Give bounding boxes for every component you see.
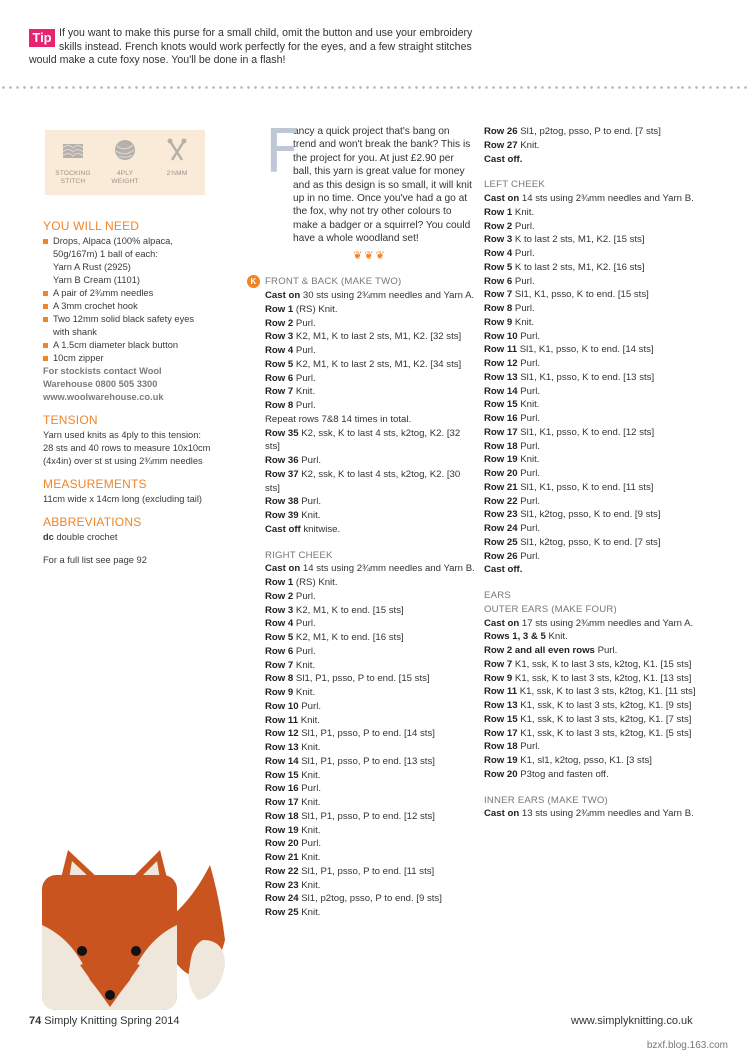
- pattern-row: Row 27 Knit.: [484, 139, 540, 151]
- pattern-row: Row 15 K1, ssk, K to last 3 sts, k2tog, K1. [7 sts]: [484, 713, 692, 725]
- tip-line: skills instead. French knots would work perfectly for the eyes, and a few straight stitches: [59, 40, 472, 53]
- pattern-row: Row 22 Sl1, P1, psso, P to end. [11 sts]: [265, 865, 435, 877]
- pattern-row: Row 36 Purl.: [265, 455, 321, 467]
- material-item: Drops, Alpaca (100% alpaca, 50g/167m) 1 ball of each: Yarn A Rust (2925) Yarn B Cream (1101): [43, 235, 213, 287]
- pattern-row: Row 24 Sl1, p2tog, psso, P to end. [9 sts]: [265, 893, 442, 905]
- pattern-row: Row 38 Purl.: [265, 496, 321, 508]
- section-heading: K FRONT & BACK (MAKE TWO): [265, 275, 475, 289]
- info-label: 4PLY WEIGHT: [111, 170, 139, 185]
- pattern-row: Row 9 K1, ssk, K to last 3 sts, k2tog, K1. [13 sts]: [484, 672, 692, 684]
- pattern-row: Row 7 Sl1, K1, psso, K to end. [15 sts]: [484, 289, 649, 301]
- footer-website[interactable]: www.simplyknitting.co.uk: [571, 1015, 693, 1027]
- measurements-text: 11cm wide x 14cm long (excluding tail): [43, 494, 202, 504]
- fox-eye-right: [131, 946, 141, 956]
- pattern-row: Row 11 Sl1, K1, psso, K to end. [14 sts]: [484, 344, 654, 356]
- footer-page-info: [29, 1015, 179, 1027]
- section-heading: RIGHT CHEEK: [265, 549, 333, 561]
- pattern-row: Row 5 K2, M1, K to end. [16 sts]: [265, 632, 404, 644]
- pattern-row: Row 10 Purl.: [484, 330, 540, 342]
- yarn-skein-icon: [60, 138, 86, 162]
- pattern-row: Row 13 Sl1, K1, psso, K to end. [13 sts]: [484, 371, 655, 383]
- intro-text: ancy a quick project that's bang on trend and won't break the bank? This is the project for you. At just £2.90 per ball, this yarn is great value for money and as this design is so small, it will knit up in no time. Once you've had a go at the fox, why not try other colours to make a badger or a squirrel? You could have a whole woodland set!: [293, 126, 472, 245]
- pattern-row: Row 23 Sl1, k2tog, psso, K to end. [9 sts]: [484, 509, 661, 521]
- pattern-row: Row 19 Knit.: [265, 824, 321, 836]
- material-item: Two 12mm solid black safety eyes with shank: [43, 313, 213, 339]
- pattern-row: Row 23 Knit.: [265, 879, 321, 891]
- pattern-row: Row 11 Knit.: [265, 714, 320, 726]
- knitting-needles-icon: [164, 138, 190, 162]
- pattern-row: Row 17 K1, ssk, K to last 3 sts, k2tog, K1. [5 sts]: [484, 727, 692, 739]
- pattern-row: Row 3 K to last 2 sts, M1, K2. [15 sts]: [484, 234, 645, 246]
- pattern-row: Row 3 K2, M1, K to last 2 sts, M1, K2. [32 sts]: [265, 331, 462, 343]
- pattern-row: Row 21 Sl1, K1, psso, K to end. [11 sts]: [484, 481, 654, 493]
- dotted-divider: [0, 86, 750, 89]
- pattern-row: Row 37 K2, ssk, K to last 4 sts, k2tog, K2. [30 sts]: [265, 468, 461, 494]
- pattern-row: Row 2 Purl.: [265, 590, 316, 602]
- material-item: A 1.5cm diameter black button: [43, 339, 213, 352]
- pattern-row: Row 20 Purl.: [265, 838, 321, 850]
- pattern-column-3: [484, 125, 704, 821]
- pattern-row: Row 25 Sl1, k2tog, psso, K to end. [7 sts]: [484, 536, 661, 548]
- pattern-row: Row 24 Purl.: [484, 523, 540, 534]
- pattern-row: Row 8 Sl1, P1, psso, P to end. [15 sts]: [265, 673, 430, 685]
- pattern-row: Row 3 K2, M1, K to end. [15 sts]: [265, 604, 404, 616]
- tip-text: [29, 27, 499, 68]
- info-needle-size: [153, 138, 201, 178]
- materials-column: [43, 220, 213, 567]
- you-will-need-heading: YOU WILL NEED: [43, 219, 140, 233]
- intro-block: [265, 117, 475, 246]
- tip-box: [29, 27, 499, 68]
- pattern-row: Row 2 and all even rows Purl.: [484, 645, 618, 656]
- pattern-row: Row 6 Purl.: [484, 275, 535, 287]
- info-4ply-weight: [101, 138, 149, 186]
- project-info-box: [45, 130, 205, 195]
- pattern-row: Row 17 Sl1, K1, psso, K to end. [12 sts]: [484, 426, 655, 438]
- pattern-row: Row 7 Knit.: [265, 659, 316, 671]
- tip-line: would make a cute foxy nose. You'll be done in a flash!: [29, 54, 286, 66]
- pattern-row: Row 19 K1, sl1, k2tog, psso, K1. [3 sts]: [484, 755, 652, 766]
- section-heading: EARS: [484, 590, 511, 601]
- pattern-row: Row 25 Knit.: [265, 907, 321, 919]
- pattern-row: Rows 1, 3 & 5 Knit.: [484, 631, 568, 643]
- abbreviation-entry: dc double crochet: [43, 532, 118, 542]
- pattern-row: Row 17 Knit.: [265, 797, 321, 809]
- pattern-row: Cast on 13 sts using 2¾mm needles and Yarn B.: [484, 808, 694, 820]
- col3-sections: [484, 178, 704, 821]
- drop-cap: F: [265, 117, 300, 187]
- pattern-row: Row 4 Purl.: [265, 618, 316, 630]
- fox-purse-photo: [20, 845, 255, 1015]
- pattern-row: Row 13 Knit.: [265, 742, 321, 754]
- section-heading: OUTER EARS (MAKE FOUR): [484, 603, 617, 615]
- pattern-row: Cast off.: [484, 564, 523, 576]
- yarn-ball-icon: [112, 138, 138, 162]
- pattern-row: Row 1 (RS) Knit.: [265, 303, 338, 315]
- pattern-row: Row 15 Knit.: [265, 769, 321, 781]
- tension-text: Yarn used knits as 4ply to this tension: 28 sts and 40 rows to measure 10x10cm (4x4in) over st st using 2¾mm needles: [43, 430, 211, 466]
- fox-eye-left: [77, 946, 87, 956]
- pattern-row: Row 9 Knit.: [484, 316, 535, 328]
- info-label: 2¾MM: [166, 170, 188, 177]
- pattern-row: Row 18 Purl.: [484, 440, 540, 452]
- pattern-row: Row 1 (RS) Knit.: [265, 577, 338, 589]
- info-stocking-stitch: [49, 138, 97, 186]
- abbreviations-heading: ABBREVIATIONS: [43, 515, 142, 529]
- col2-sections: [250, 275, 475, 920]
- knit-badge-icon: K: [247, 275, 260, 288]
- pattern-column-2: [250, 117, 475, 920]
- info-label: STOCKING STITCH: [55, 170, 91, 185]
- pattern-row: Row 18 Sl1, P1, psso, P to end. [12 sts]: [265, 810, 435, 822]
- pattern-row: Row 26 Sl1, p2tog, psso, P to end. [7 sts]: [484, 126, 661, 137]
- section-heading: INNER EARS (MAKE TWO): [484, 794, 608, 806]
- materials-list: [43, 235, 213, 365]
- measurements-heading: MEASUREMENTS: [43, 477, 147, 491]
- material-item: 10cm zipper: [43, 352, 213, 365]
- pattern-row: Row 39 Knit.: [265, 510, 321, 522]
- tension-heading: TENSION: [43, 413, 98, 427]
- pattern-row: Row 7 K1, ssk, K to last 3 sts, k2tog, K1. [15 sts]: [484, 658, 692, 670]
- pattern-row: Row 8 Purl.: [484, 303, 535, 314]
- pattern-row: Cast on 17 sts using 2¾mm needles and Yarn A.: [484, 617, 694, 629]
- page-number: 74: [29, 1015, 42, 1027]
- section-heading: LEFT CHEEK: [484, 179, 546, 191]
- publication-name: Simply Knitting Spring 2014: [41, 1015, 180, 1027]
- ornament-divider: ❦❦❦: [353, 249, 387, 262]
- col3-continued-rows: [484, 125, 704, 166]
- pattern-row: Row 26 Purl.: [484, 550, 540, 562]
- pattern-row: Row 9 Knit.: [265, 687, 316, 699]
- pattern-row: Row 2 Purl.: [265, 317, 316, 329]
- pattern-row: Cast off.: [484, 153, 523, 165]
- abbreviations-note: For a full list see page 92: [43, 555, 147, 565]
- material-item: A pair of 2¾mm needles: [43, 287, 213, 300]
- pattern-row: Row 19 Knit.: [484, 454, 540, 466]
- pattern-row: Row 22 Purl.: [484, 495, 540, 507]
- pattern-row: Row 21 Knit.: [265, 852, 321, 864]
- pattern-row: Row 4 Purl.: [484, 248, 535, 259]
- pattern-row: Row 5 K2, M1, K to last 2 sts, M1, K2. [34 sts]: [265, 358, 462, 370]
- pattern-row: Row 1 Knit.: [484, 206, 535, 218]
- pattern-row: Row 20 P3tog and fasten off.: [484, 768, 609, 780]
- pattern-row: Row 16 Purl.: [484, 413, 540, 424]
- pattern-row: Row 20 Purl.: [484, 468, 540, 479]
- pattern-row: Row 7 Knit.: [265, 386, 316, 398]
- pattern-row: Row 6 Purl.: [265, 372, 316, 384]
- stockist-info: For stockists contact Wool Warehouse 0800 505 3300 www.woolwarehouse.co.uk: [43, 366, 164, 402]
- pattern-row: Row 16 Purl.: [265, 783, 321, 795]
- pattern-row: Row 14 Sl1, P1, psso, P to end. [13 sts]: [265, 755, 435, 767]
- pattern-row: Row 4 Purl.: [265, 345, 316, 357]
- pattern-row: Row 2 Purl.: [484, 220, 535, 232]
- pattern-row: Row 35 K2, ssk, K to last 4 sts, k2tog, K2. [32 sts]: [265, 427, 461, 453]
- pattern-row: Cast on 14 sts using 2¾mm needles and Yarn B.: [484, 193, 694, 204]
- pattern-row: Row 12 Purl.: [484, 358, 540, 369]
- fox-nose: [105, 990, 115, 1000]
- pattern-row: Row 18 Purl.: [484, 741, 540, 753]
- pattern-row: Row 12 Sl1, P1, psso, P to end. [14 sts]: [265, 728, 435, 740]
- pattern-row: Row 11 K1, ssk, K to last 3 sts, k2tog, K1. [11 sts]: [484, 686, 696, 698]
- pattern-row: Cast off knitwise.: [265, 523, 341, 535]
- tip-line: If you want to make this purse for a small child, omit the button and use your embroidery: [59, 27, 473, 39]
- pattern-row: Row 10 Purl.: [265, 700, 321, 712]
- pattern-row: Row 14 Purl.: [484, 385, 540, 397]
- pattern-row: Repeat rows 7&8 14 times in total.: [265, 413, 412, 425]
- watermark-text: bzxf.blog.163.com: [646, 1040, 728, 1051]
- pattern-row: Cast on 30 sts using 2¾mm needles and Yarn A.: [265, 290, 475, 302]
- pattern-row: Cast on 14 sts using 2¾mm needles and Yarn B.: [265, 563, 475, 575]
- pattern-row: Row 5 K to last 2 sts, M1, K2. [16 sts]: [484, 261, 645, 273]
- tip-badge: Tip: [29, 29, 55, 47]
- pattern-row: Row 13 K1, ssk, K to last 3 sts, k2tog, K1. [9 sts]: [484, 700, 692, 711]
- pattern-row: Row 8 Purl.: [265, 400, 316, 412]
- material-item: A 3mm crochet hook: [43, 300, 213, 313]
- pattern-row: Row 15 Knit.: [484, 399, 540, 411]
- pattern-row: Row 6 Purl.: [265, 645, 316, 657]
